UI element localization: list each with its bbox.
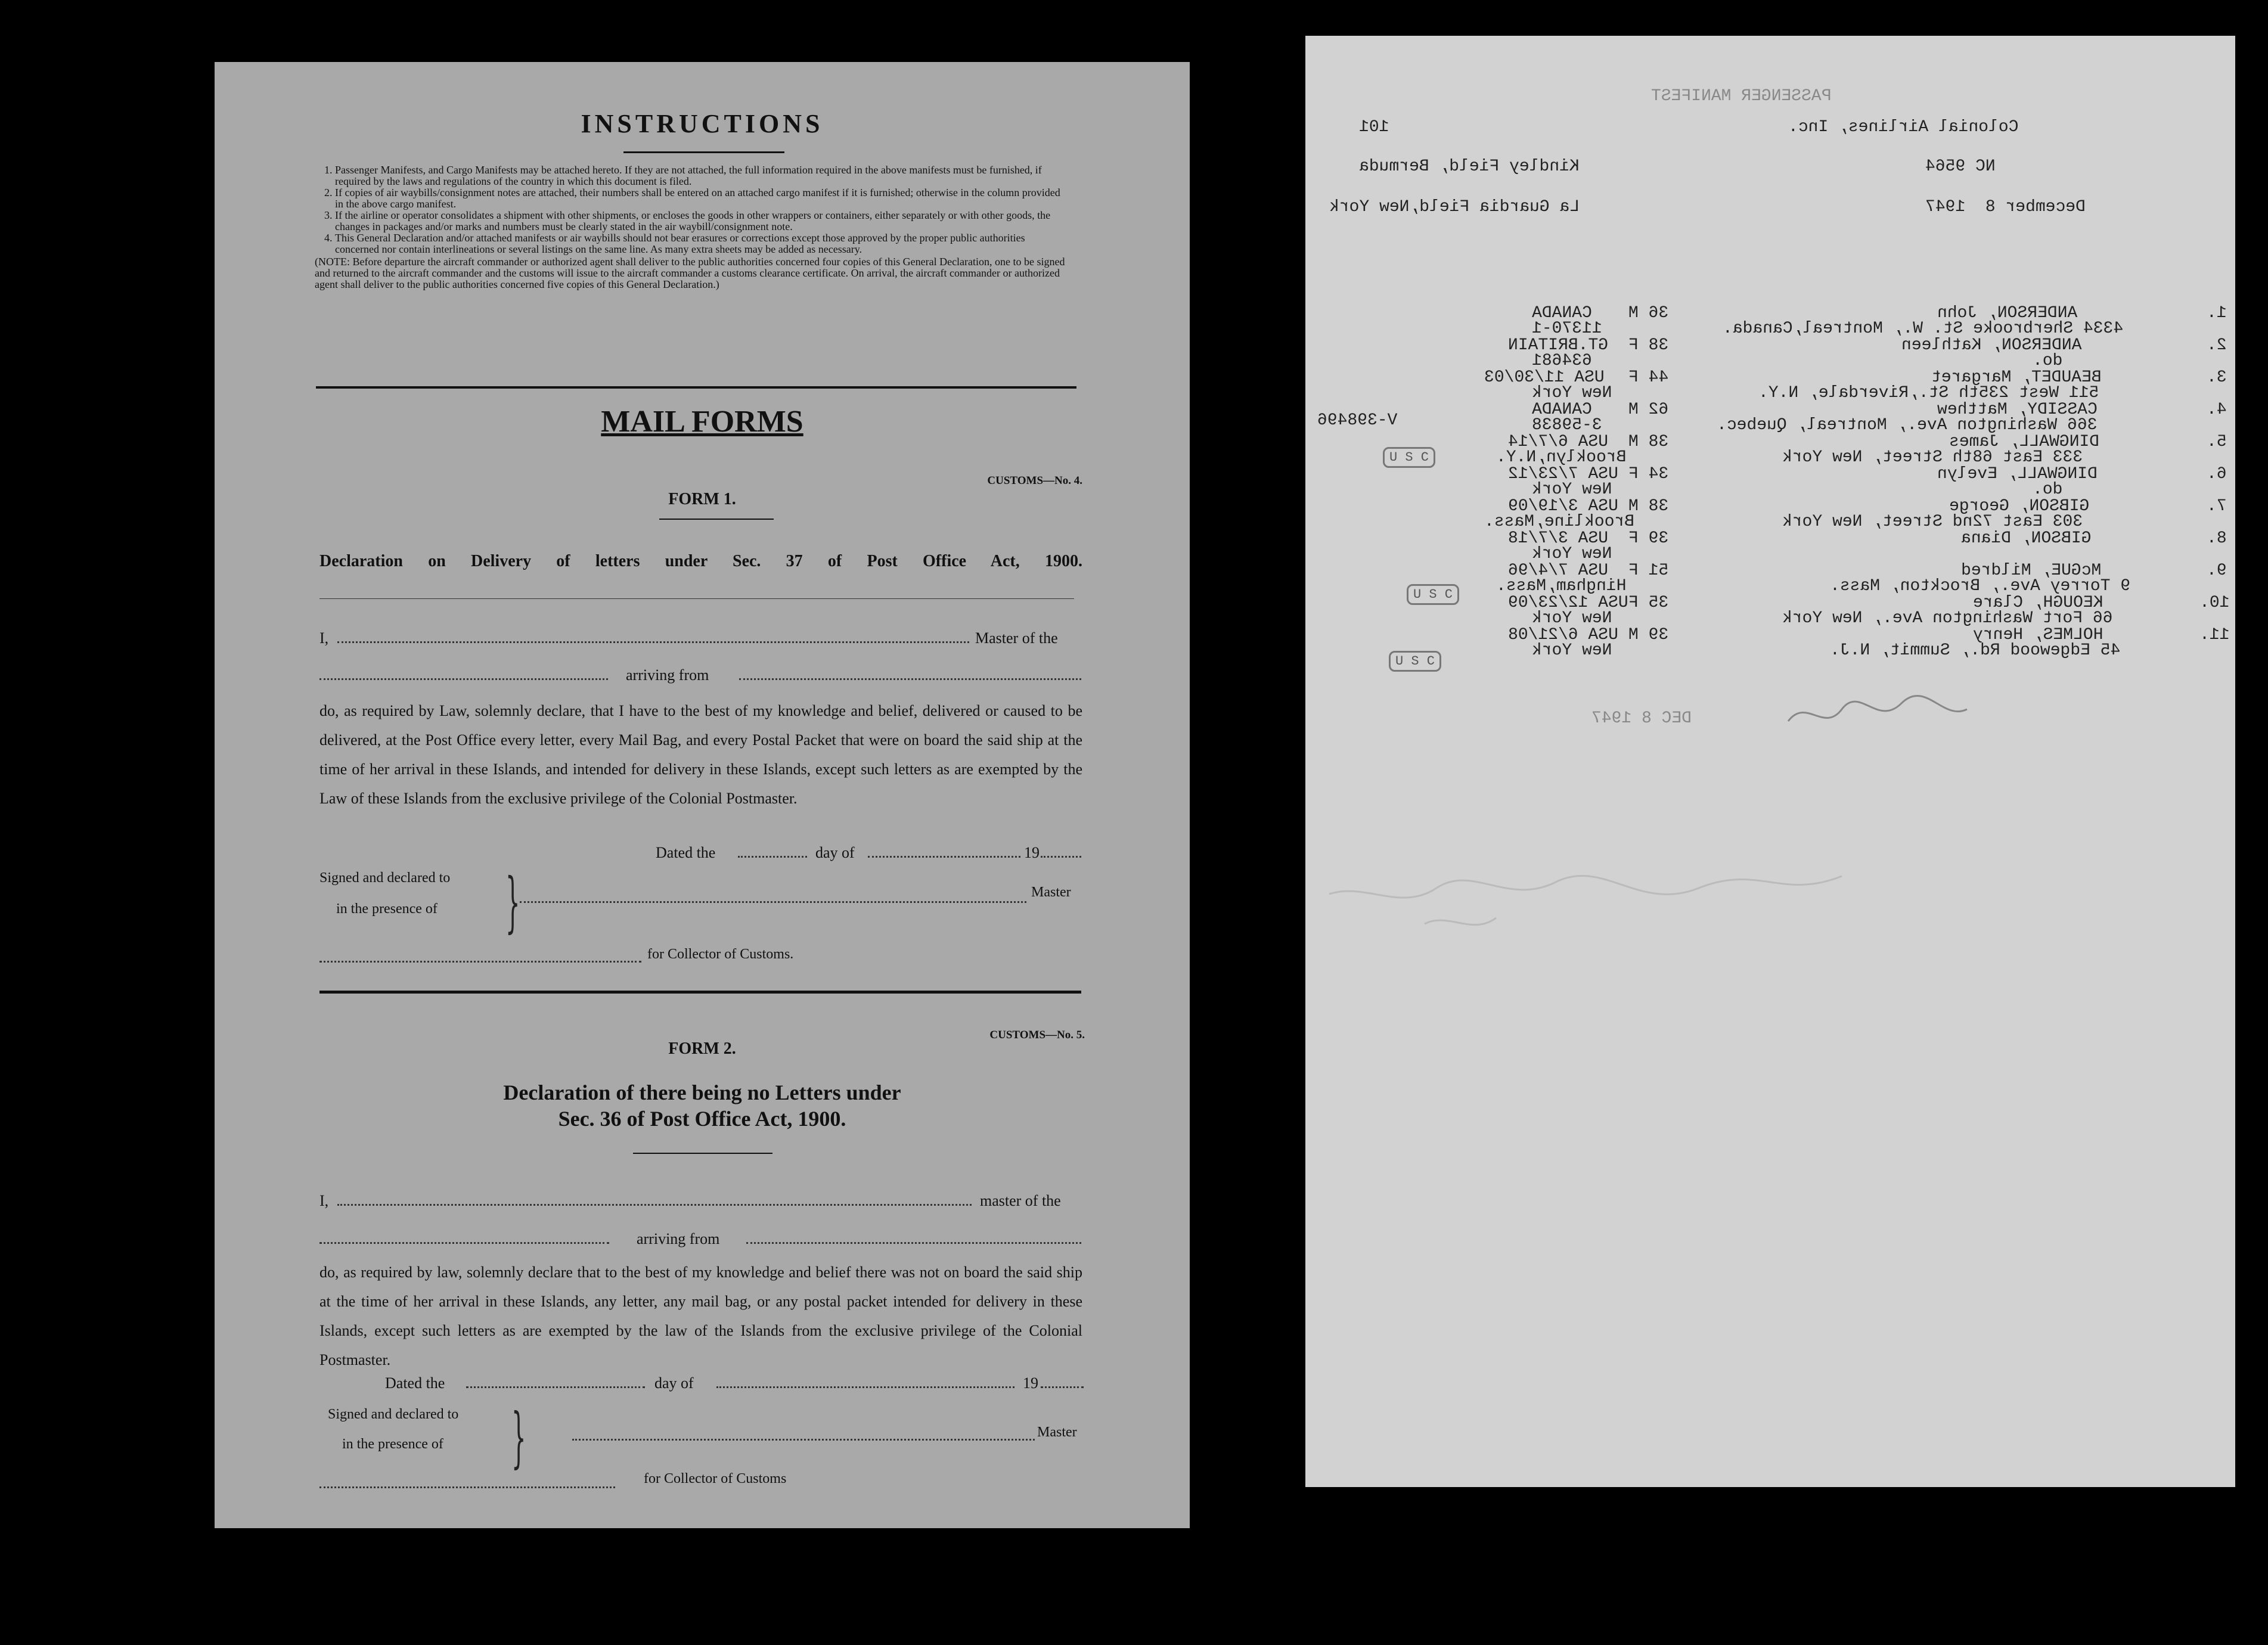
form2-heading-2: Sec. 36 of Post Office Act, 1900. bbox=[558, 1107, 846, 1131]
form1-label-rule bbox=[659, 519, 774, 520]
year-prefix: 19 bbox=[1023, 1374, 1038, 1392]
month-blank bbox=[716, 1386, 1014, 1388]
master-label: Master bbox=[1031, 884, 1071, 900]
master-of-the: Master of the bbox=[975, 629, 1058, 647]
origin-blank bbox=[739, 678, 1081, 680]
month-blank bbox=[868, 856, 1020, 858]
day-of: day of bbox=[815, 844, 855, 861]
form2-label: FORM 2. bbox=[668, 1039, 736, 1058]
document-number: V-398496 bbox=[1317, 411, 1398, 430]
origin-blank bbox=[746, 1242, 1081, 1244]
dated-the: Dated the bbox=[385, 1374, 445, 1392]
list-item: 8. bbox=[2207, 529, 2227, 548]
dated-the: Dated the bbox=[656, 844, 716, 861]
collector-label: for Collector of Customs. bbox=[647, 946, 794, 962]
list-item: 11. bbox=[2199, 626, 2230, 644]
signature-blank bbox=[572, 1439, 1035, 1441]
form1-i: I, bbox=[319, 629, 329, 647]
list-item: 10. bbox=[2199, 594, 2230, 612]
instruction-item: 2. If copies of air waybills/consignment notes are attached, their numbers shall be entered on an attached cargo manifest if it is furnished; otherwise in the column provided in the above cargo manifest. bbox=[335, 187, 1066, 210]
section-rule bbox=[316, 386, 1076, 389]
form1-label: FORM 1. bbox=[668, 490, 736, 508]
year-blank bbox=[1041, 1386, 1084, 1388]
form1-body: do, as required by Law, solemnly declare, that I have to the best of my knowledge and belief, delivered or caused to be delivered, at the Post Office every letter, every Mail Bag, and every Postal Packet that were on board the said ship at the time of her arrival in these Islands, and intended for delivery in these Islands, except such letters as are exempted by the Law of these Islands from the exclusive privilege of the Colonial Postmaster. bbox=[319, 702, 1082, 807]
instruction-item: 3. If the airline or operator consolidates a shipment with other shipments, or encloses the goods in other wrappers or containers, either separately or with other goods, the changes in packages and/or marks and numbers must be clearly stated in the air waybill/consignment note. bbox=[335, 210, 1066, 232]
list-item: 3. bbox=[2207, 368, 2227, 387]
stamp-mark: U S C bbox=[1383, 447, 1435, 468]
master-of-the: master of the bbox=[980, 1192, 1061, 1209]
list-item: 1. bbox=[2207, 304, 2227, 322]
brace-icon: } bbox=[505, 864, 520, 940]
signed-line-2: in the presence of bbox=[342, 1436, 443, 1452]
stamp-mark: U S C bbox=[1407, 584, 1459, 605]
manifest-header: PASSENGER MANIFEST bbox=[1651, 87, 1832, 105]
day-of: day of bbox=[654, 1374, 694, 1392]
instruction-item: 1. Passenger Manifests, and Cargo Manifests may be attached hereto. If they are not attached, the full information required in the above manifests must be furnished, if required by the laws and regulations of the country in which this document is filed. bbox=[335, 164, 1066, 187]
list-item: 6. bbox=[2207, 465, 2227, 483]
list-item: 4. bbox=[2207, 401, 2227, 419]
signed-line-2: in the presence of bbox=[336, 901, 438, 917]
form2-heading-rule bbox=[633, 1153, 772, 1154]
instructions-list bbox=[315, 164, 1066, 290]
collector-blank bbox=[319, 1486, 615, 1488]
signed-line-1: Signed and declared to bbox=[319, 870, 451, 886]
day-blank bbox=[738, 856, 807, 858]
airline-name: Colonial Airlines, Inc. bbox=[1788, 118, 2019, 136]
faint-handwriting bbox=[1317, 858, 1854, 942]
instructions-note: (NOTE: Before departure the aircraft commander or authorized agent shall deliver to the public authorities concerned four copies of this General Declaration, one to be signed and returned to the aircraft commander and the customs will issue to the aircraft commander a customs clearance certificate. On arrival, the aircraft commander or authorized agent shall deliver to the public authorities concerned five copies of this General Declaration.) bbox=[315, 256, 1065, 290]
mail-forms-title: MAIL FORMS bbox=[601, 405, 803, 439]
arrival-place: La Guardia Field,New York bbox=[1329, 198, 1580, 216]
ship-blank bbox=[319, 678, 608, 680]
collector-blank bbox=[319, 961, 641, 963]
brace-icon: } bbox=[511, 1399, 526, 1475]
form2-i: I, bbox=[319, 1192, 329, 1209]
form-divider bbox=[319, 991, 1081, 994]
signature-blank bbox=[520, 901, 1026, 903]
departure-place: Kindley Field, Bermuda bbox=[1359, 157, 1580, 176]
day-blank bbox=[466, 1386, 645, 1388]
form2-body: do, as required by law, solemnly declare that to the best of my knowledge and belief there was not on board the said ship at the time of her arrival in these Islands, any letter, any mail bag, or any postal packet intended for delivery in these Islands, except such letters as are exempted by the law of the Islands from the exclusive privilege of the Colonial Postmaster. bbox=[319, 1264, 1082, 1368]
signed-line-1: Signed and declared to bbox=[328, 1407, 459, 1422]
instruction-item: 4. This General Declaration and/or attached manifests or air waybills should not bear erasures or corrections except those approved by the proper public authorities concerned nor contain interlineations or several listings on the same line. As many extra sheets may be added as necessary. bbox=[335, 232, 1066, 255]
arriving-from: arriving from bbox=[626, 666, 709, 684]
stamp-mark: U S C bbox=[1389, 651, 1441, 672]
passenger-manifest-page: PASSENGER MANIFEST 101 Colonial Airlines, Inc. Kindley Field, Bermuda NC 9564 La Guardia Field,New York December 8 1947 1. ANDERSON, John 4334 Sherbrooke St. W., Montreal,Canada. 36 M CANADA 11370-1 2. ANDERSON, Kathleen do. 38 F GT.BRITAIN 634681 3. BEAUDET, Margaret 511 West 235th St.,Riverdale, N.Y. 44 F USA 11/30/03 New York 4. CASSIDY, Matthew 366 Washington Ave., Montreal, Quebec. 62 M CANADA 3-59838 5. DINGWALL, James 333 East 68th Street, New York 38 M USA 6/7/14 Brooklyn,N.Y. 6. DINGWALL, Evelyn do. 34 F USA 7/23/12 New York 7. GIBSON, George 303 East 72nd Street, New York 38 M USA 3/19/09 Brookline,Mass. 8. GIBSON, Diana 39 F USA 3/7/18 New York 9. McGUE, Mildred 9 Torrey Ave., Brockton, Mass. 51 F USA 7/4/96 Hingham,Mass. 10. KEOUGH, Clare 66 Fort Washington Ave., New York 35 F USA 12/23/09 New York 11. HOLMES, Henry 45 Edgewood Rd., Summit, N.J. 39 M USA 6/21/08 New York V-398496 U S C U S C U S C DEC 8 1947 bbox=[1305, 36, 2235, 1487]
list-item: 9. bbox=[2207, 561, 2227, 580]
title-underline bbox=[623, 151, 784, 153]
name-blank bbox=[337, 1204, 972, 1206]
customs-number: CUSTOMS—No. 5. bbox=[989, 1029, 1085, 1041]
name-blank bbox=[337, 641, 969, 643]
form1-heading-rule bbox=[319, 598, 1074, 599]
date-stamp: DEC 8 1947 bbox=[1591, 709, 1692, 728]
form2-heading-1: Declaration of there being no Letters under bbox=[503, 1081, 901, 1104]
list-item: 5. bbox=[2207, 433, 2227, 451]
flight-date: December 8 1947 bbox=[1925, 198, 2086, 216]
master-label: Master bbox=[1037, 1424, 1077, 1440]
list-item: 7. bbox=[2207, 497, 2227, 516]
year-prefix: 19 bbox=[1024, 844, 1040, 861]
instructions-title: INSTRUCTIONS bbox=[581, 109, 824, 138]
ship-blank bbox=[319, 1242, 609, 1244]
mail-forms-page bbox=[215, 62, 1190, 1528]
signature-mark bbox=[1782, 691, 1973, 739]
collector-label: for Collector of Customs bbox=[644, 1471, 787, 1486]
year-blank bbox=[1041, 856, 1081, 858]
flight-number: 101 bbox=[1359, 118, 1389, 136]
list-item: 2. bbox=[2207, 336, 2227, 355]
customs-number: CUSTOMS—No. 4. bbox=[987, 474, 1082, 487]
aircraft-registration: NC 9564 bbox=[1925, 157, 1996, 176]
arriving-from: arriving from bbox=[637, 1230, 720, 1247]
form1-heading: Declaration on Delivery of letters under Sec. 37 of Post Office Act, 1900. bbox=[319, 552, 1082, 570]
